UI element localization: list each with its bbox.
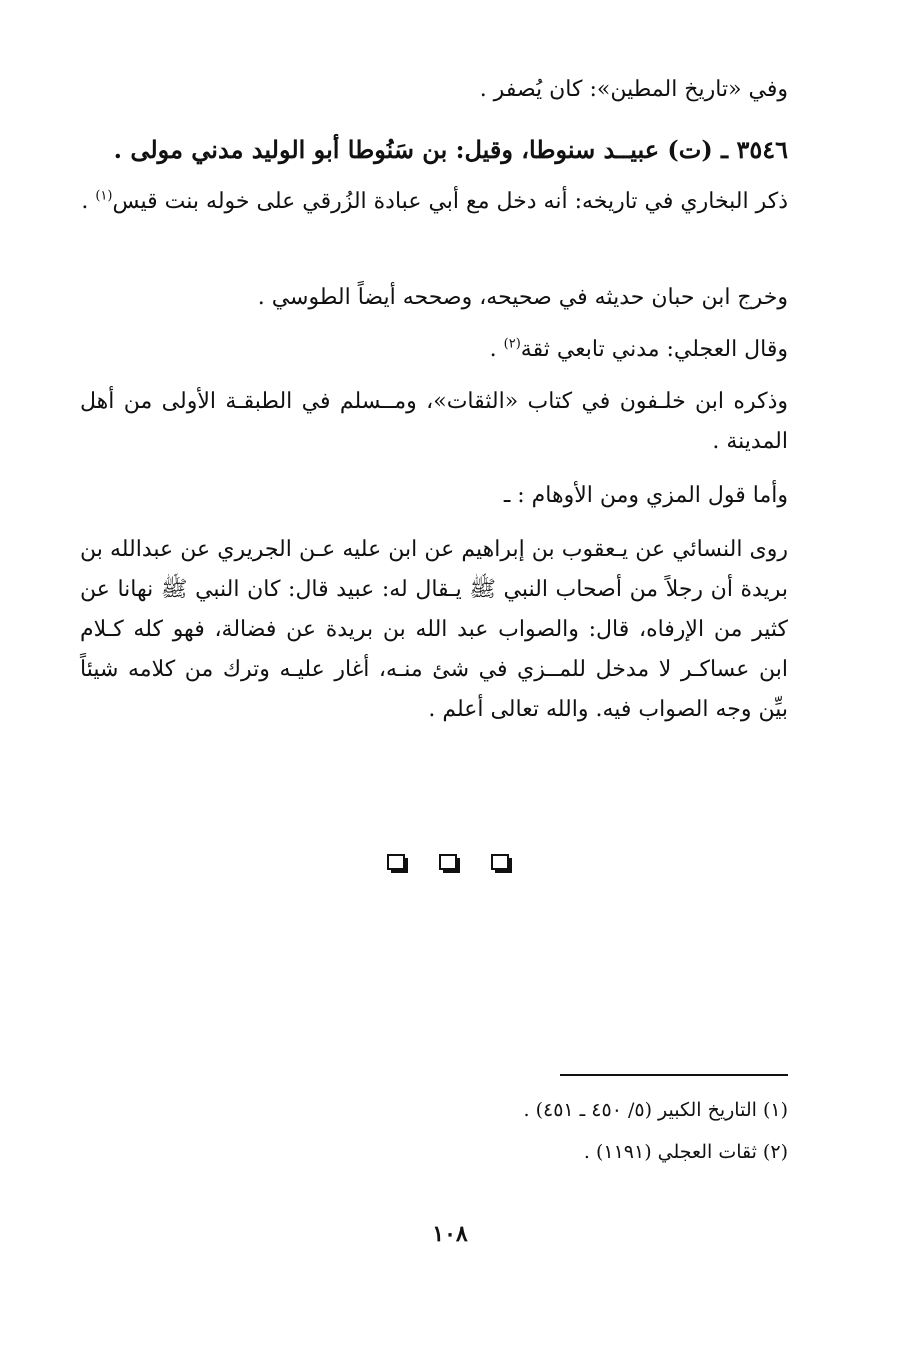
footnote-separator <box>560 1074 788 1076</box>
paragraph-text: وقال العجلي: مدني تابعي ثقة <box>520 337 788 362</box>
square-ornament-icon <box>386 853 410 875</box>
footnote-ref-2: (٢) <box>503 336 521 352</box>
page-number: ١٠٨ <box>432 1221 468 1247</box>
paragraph-end: . <box>489 337 504 362</box>
paragraph-nasai: روى النسائي عن يـعقوب بن إبراهيم عن ابن عليه عـن الجريري عن عبدالله بن بريدة أن رجلاً من أصحاب النبي ﷺ يـقال له: عبيد قال: كان النبي ﷺ نهانا عن كثير من الإرفاه، قال: والصواب عبد الله بن بريدة عن فضالة، فهو كله كـلام ابن عساكـر لا مدخل للمــزي في شئ منـه، أغار عليـه وترك من كلامه شيئاً بيِّن وجه الصواب فيه. والله تعالى أعلم . <box>80 537 788 722</box>
intro-line: وفي «تاريخ المطين»: كان يُصفر . <box>479 77 788 102</box>
square-ornament-icon <box>438 853 462 875</box>
paragraph-end: . <box>81 189 96 214</box>
paragraph-bukhari <box>80 182 788 222</box>
paragraph-ijli <box>80 330 788 370</box>
paragraph-ibn-khalfun: وذكره ابن خلـفون في كتاب «الثقات»، ومــسلم في الطبقـة الأولى من أهل المدينة . <box>80 389 788 454</box>
footnote-ref-1: (١) <box>95 188 113 204</box>
section-ornaments <box>0 853 900 875</box>
paragraph-text: ذكر البخاري في تاريخه: أنه دخل مع أبي عبادة الزُرقي على خوله بنت قيس <box>112 189 788 214</box>
footnote-1: (١) التاريخ الكبير (٥/ ٤٥٠ ـ ٤٥١) . <box>523 1099 788 1121</box>
paragraph-ibn-hibban: وخرج ابن حبان حديثه في صحيحه، وصححه أيضاً الطوسي . <box>257 285 788 310</box>
square-ornament-icon <box>490 853 514 875</box>
paragraph-mizzi-heading: وأما قول المزي ومن الأوهام : ـ <box>503 483 788 508</box>
footnote-2: (٢) ثقات العجلي (١١٩١) . <box>583 1141 788 1163</box>
entry-heading: ٣٥٤٦ ـ (ت) عبيــد سنوطا، وقيل: بن سَنُوطا أبو الوليد مدني مولى . <box>113 135 788 164</box>
